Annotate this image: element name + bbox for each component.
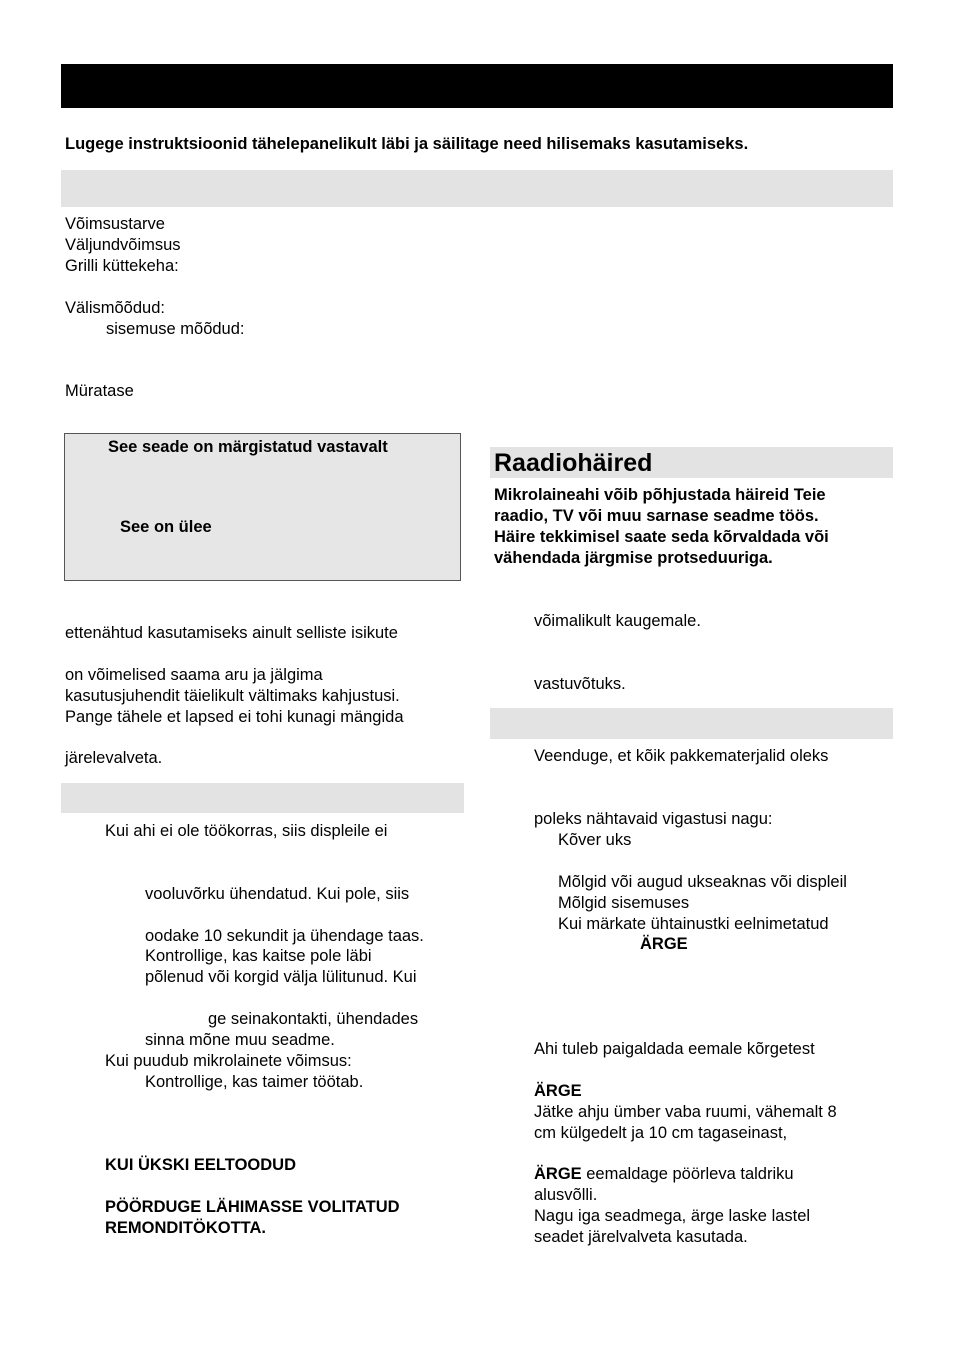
troubleshooting-section-header <box>61 783 464 813</box>
install-line: Kui märkate ühtainustki eelnimetatud <box>558 915 829 933</box>
spec-power-output: Väljundvõimsus <box>65 236 181 254</box>
ts-line: Kontrollige, kas kaitse pole läbi <box>145 947 372 965</box>
install-line: Jätke ahju ümber vaba ruumi, vähemalt 8 <box>534 1103 837 1121</box>
radio-line: raadio, TV või muu sarnase seadme töös. <box>494 507 819 525</box>
body-line: on võimelised saama aru ja jälgima <box>65 666 323 684</box>
ts-line: ge seinakontakti, ühendades <box>208 1010 419 1028</box>
install-line-rest: eemaldage pöörleva taldriku <box>581 1165 794 1183</box>
info-box-line2: See on ülee <box>120 518 212 536</box>
radio-line: Häire tekkimisel saate seda kõrvaldada või <box>494 528 829 546</box>
body-line: järelevalveta. <box>65 749 163 767</box>
ts-line: Kontrollige, kas taimer töötab. <box>145 1073 364 1091</box>
install-line: Veenduge, et kõik pakkematerjalid oleks <box>534 747 829 765</box>
install-line: poleks nähtavaid vigastusi nagu: <box>534 810 773 828</box>
ts-bold-line: KUI ÜKSKI EELTOODUD <box>105 1156 296 1174</box>
ts-line: põlenud või korgid välja lülitunud. Kui <box>145 968 417 986</box>
install-line: alusvõlli. <box>534 1186 598 1204</box>
install-warning: ÄRGE <box>640 935 688 953</box>
ts-line: oodake 10 sekundit ja ühendage taas. <box>145 927 424 945</box>
radio-heading: Raadiohäired <box>494 449 653 477</box>
install-line: Kõver uks <box>558 831 632 849</box>
install-line: Mõlgid või augud ukseaknas või displeil <box>558 873 847 891</box>
install-line: seadet järelvalveta kasutada. <box>534 1228 748 1246</box>
ts-bold-line: REMONDITÖKOTTA. <box>105 1219 267 1237</box>
intro-text: Lugege instruktsioonid tähelepanelikult läbi ja säilitage need hilisemaks kasutamiseks. <box>65 135 749 153</box>
info-box-line1: See seade on märgistatud vastavalt <box>108 438 388 456</box>
spec-power-input: Võimsustarve <box>65 215 165 233</box>
spec-noise: Müratase <box>65 382 134 400</box>
install-line: Nagu iga seadmega, ärge laske lastel <box>534 1207 811 1225</box>
ts-line: Kui puudub mikrolainete võimsus: <box>105 1052 352 1070</box>
ts-line: Kui ahi ei ole töökorras, siis displeile ei <box>105 822 388 840</box>
radio-line: Mikrolaineahi võib põhjustada häireid Teie <box>494 486 826 504</box>
body-line: ettenähtud kasutamiseks ainult selliste isikute <box>65 624 398 642</box>
spec-outer-dims: Välismõõdud: <box>65 299 165 317</box>
ts-line: sinna mõne muu seadme. <box>145 1031 335 1049</box>
ts-line: vooluvõrku ühendatud. Kui pole, siis <box>145 885 410 903</box>
spec-inner-dims: sisemuse mõõdud: <box>106 320 245 338</box>
install-warning: ÄRGE <box>534 1082 582 1100</box>
radio-item: võimalikult kaugemale. <box>534 612 701 630</box>
ts-bold-line: PÖÖRDUGE LÄHIMASSE VOLITATUD <box>105 1198 400 1216</box>
body-line: Pange tähele et lapsed ei tohi kunagi mängida <box>65 708 404 726</box>
spec-grill-heater: Grilli küttekeha: <box>65 257 179 275</box>
body-line: kasutusjuhendit täielikult vältimaks kahjustusi. <box>65 687 400 705</box>
top-title-bar <box>61 64 893 108</box>
specs-section-header <box>61 170 893 207</box>
install-warning: ÄRGE <box>534 1165 582 1183</box>
install-section-header <box>490 708 893 739</box>
radio-item: vastuvõtuks. <box>534 675 626 693</box>
install-line <box>534 1164 794 1185</box>
install-line: Mõlgid sisemuses <box>558 894 690 912</box>
radio-line: vähendada järgmise protseduuriga. <box>494 549 773 567</box>
install-line: cm külgedelt ja 10 cm tagaseinast, <box>534 1124 788 1142</box>
install-line: Ahi tuleb paigaldada eemale kõrgetest <box>534 1040 815 1058</box>
